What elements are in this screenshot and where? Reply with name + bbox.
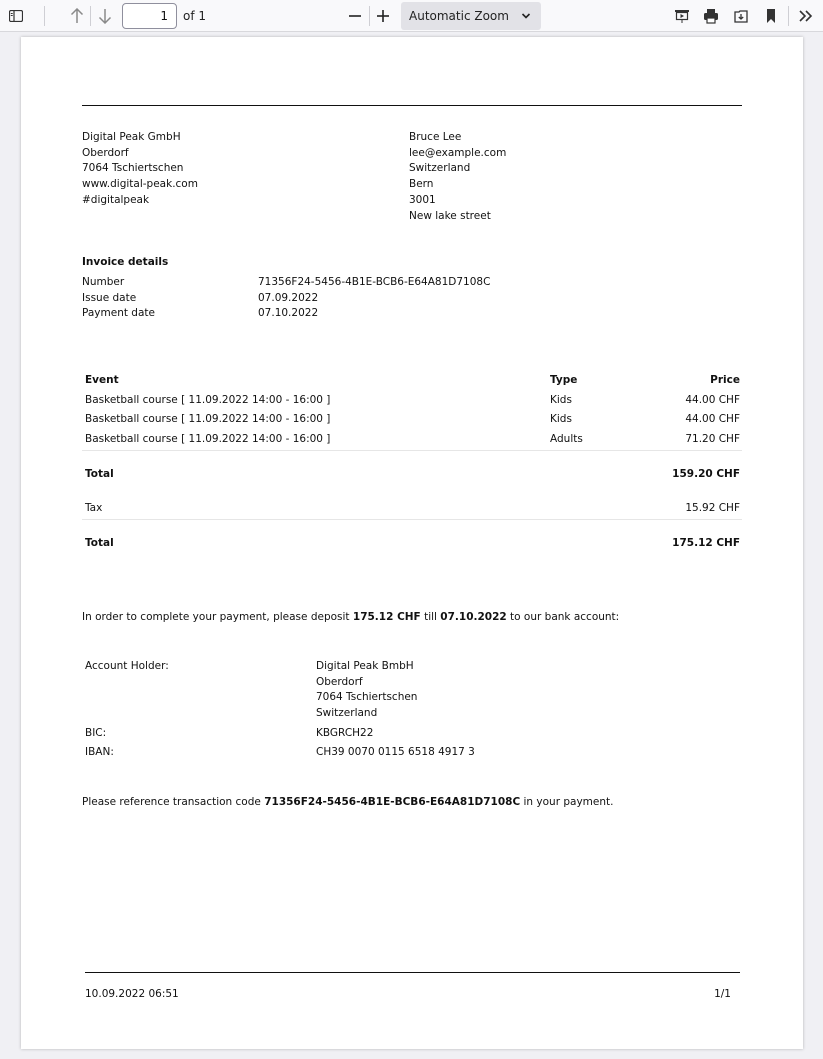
page-count-label: of 1 [183, 9, 207, 23]
row-divider [82, 519, 742, 520]
column-header-price: Price [710, 374, 740, 386]
previous-page-icon[interactable] [66, 4, 88, 28]
account-holder-label: Account Holder: [85, 660, 169, 672]
bookmark-icon[interactable] [760, 4, 782, 28]
recipient-line: New lake street [409, 209, 491, 222]
account-holder-line: 7064 Tschiertschen [316, 691, 418, 704]
account-holder-line: Switzerland [316, 707, 378, 720]
account-holder-line: Oberdorf [316, 675, 363, 688]
print-icon[interactable] [700, 4, 722, 28]
chevron-down-icon [521, 2, 531, 42]
bic-label: BIC: [85, 727, 107, 739]
zoom-select[interactable] [401, 2, 541, 30]
footer-rule [85, 972, 740, 973]
reference-text: Please reference transaction code [82, 796, 265, 808]
toolbar-separator [369, 6, 370, 26]
sidebar-toggle-icon[interactable] [4, 4, 28, 28]
pdf-page [21, 37, 803, 1049]
presentation-mode-icon[interactable] [671, 4, 693, 28]
total-value: 175.12 CHF [672, 537, 740, 549]
toolbar-separator [90, 6, 91, 26]
zoom-select-value: Automatic Zoom [409, 9, 509, 23]
footer-timestamp: 10.09.2022 06:51 [85, 988, 179, 1000]
zoom-in-icon[interactable] [372, 4, 394, 28]
tax-value: 15.92 CHF [685, 502, 740, 514]
column-header-type: Type [550, 374, 578, 386]
price-cell: 44.00 CHF [685, 393, 740, 406]
zoom-out-icon[interactable] [344, 4, 366, 28]
toolbar-separator [788, 6, 789, 26]
price-cell: 44.00 CHF [685, 413, 740, 425]
detail-label: Payment date [82, 307, 155, 320]
header-rule [82, 105, 742, 106]
sender-line: Oberdorf [82, 146, 129, 159]
type-cell: Kids [550, 413, 572, 425]
page-number-input[interactable]: 1 [122, 3, 177, 29]
total-label: Total [85, 537, 114, 549]
subtotal-value: 159.20 CHF [672, 468, 740, 480]
sender-line: 7064 Tschiertschen [82, 162, 184, 175]
subtotal-label: Total [85, 468, 114, 480]
iban-value: CH39 0070 0115 6518 4917 3 [316, 746, 475, 758]
invoice-details-heading: Invoice details [82, 256, 169, 268]
more-tools-icon[interactable] [795, 4, 817, 28]
row-divider [82, 450, 742, 451]
sender-line: #digitalpeak [82, 193, 150, 206]
type-cell: Kids [550, 393, 572, 406]
iban-label: IBAN: [85, 746, 114, 758]
next-page-icon[interactable] [94, 4, 116, 28]
issue-date: 07.09.2022 [258, 291, 319, 304]
payment-text: In order to complete your payment, please deposit [82, 611, 353, 623]
payment-instruction [82, 610, 619, 626]
detail-label: Number [82, 276, 125, 288]
recipient-line: Bern [409, 178, 434, 191]
tax-label: Tax [85, 502, 103, 514]
type-cell: Adults [550, 432, 583, 445]
event-cell: Basketball course [ 11.09.2022 14:00 - 16:00 ] [85, 432, 331, 445]
event-cell: Basketball course [ 11.09.2022 14:00 - 16:00 ] [85, 393, 331, 406]
payment-date: 07.10.2022 [258, 307, 319, 320]
transaction-code: 71356F24-5456-4B1E-BCB6-E64A81D7108C [264, 796, 521, 808]
reference-instruction [82, 795, 613, 811]
detail-label: Issue date [82, 291, 137, 304]
event-cell: Basketball course [ 11.09.2022 14:00 - 16:00 ] [85, 413, 331, 425]
account-holder-line: Digital Peak BmbH [316, 660, 414, 672]
footer-page-number: 1/1 [714, 988, 731, 1000]
payment-text: till [420, 611, 441, 623]
recipient-line: lee@example.com [409, 146, 507, 159]
sender-line: www.digital-peak.com [82, 178, 198, 191]
payment-amount: 175.12 CHF [352, 611, 421, 623]
recipient-line: Bruce Lee [409, 131, 462, 143]
pdf-toolbar [0, 0, 823, 32]
recipient-line: 3001 [409, 193, 436, 206]
reference-text: in your payment. [520, 796, 614, 808]
payment-deadline: 07.10.2022 [440, 611, 507, 623]
invoice-number: 71356F24-5456-4B1E-BCB6-E64A81D7108C [258, 276, 491, 288]
price-cell: 71.20 CHF [685, 432, 740, 445]
save-icon[interactable] [730, 4, 752, 28]
sender-line: Digital Peak GmbH [82, 131, 181, 143]
bic-value: KBGRCH22 [316, 727, 374, 739]
payment-text: to our bank account: [506, 611, 620, 623]
toolbar-separator [44, 6, 45, 26]
recipient-line: Switzerland [409, 162, 471, 175]
column-header-event: Event [85, 374, 119, 386]
